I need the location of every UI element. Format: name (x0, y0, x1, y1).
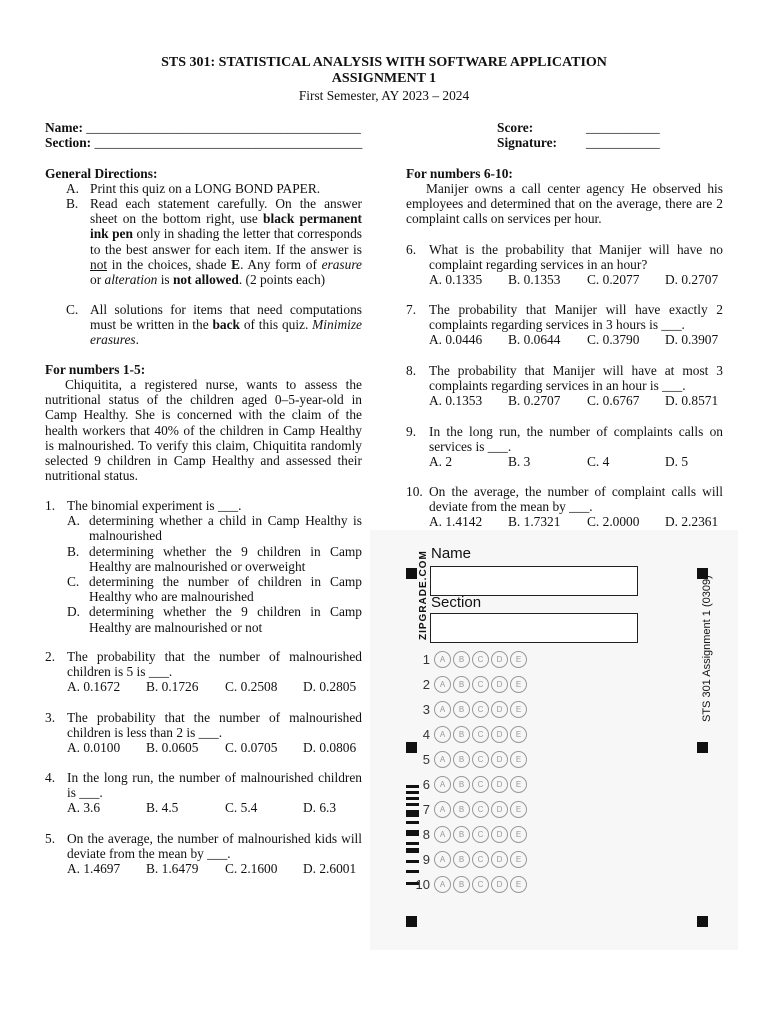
part2-scenario: Manijer owns a call center agency He observed his employees and determined that on the average, there are 2 complaint calls on services per hour. (406, 181, 723, 227)
answer-bubble[interactable]: E (510, 851, 527, 868)
answer-row-number: 6 (422, 777, 430, 793)
direction-b (66, 196, 362, 287)
document-title: STS 301: STATISTICAL ANALYSIS WITH SOFTWARE APPLICATION (161, 55, 607, 70)
direction-c (66, 302, 362, 348)
answer-bubble[interactable]: E (510, 726, 527, 743)
answer-row (404, 726, 584, 751)
question-6-choices: A. 0.1335 B. 0.1353 C. 0.2077 D. 0.2707 (429, 272, 719, 288)
question-4-choices: A. 3.6 B. 4.5 C. 5.4 D. 6.3 (67, 800, 337, 816)
answer-bubble[interactable]: A (434, 751, 451, 768)
registration-mark (697, 916, 708, 927)
answer-row-number: 8 (422, 827, 430, 843)
answer-bubble[interactable]: B (453, 751, 470, 768)
answer-bubble[interactable]: A (434, 851, 451, 868)
question-1: 1. The binomial experiment is ___. A. determining whether a child in Camp Healthy is malnourished B. determining whether the 9 children in Camp Healthy are malnourished or overweight C. determining the number of children in Camp Healthy who are malnourished D. determining whether the 9 children in Camp Healthy are malnourished or not (45, 498, 362, 635)
answer-bubble[interactable]: B (453, 676, 470, 693)
question-8-stem: The probability that Manijer will have at most 3 complaints regarding services in an hour is ___. (429, 363, 723, 394)
score-label: Score: (497, 120, 534, 135)
answer-bubble[interactable]: E (510, 701, 527, 718)
answer-bubble[interactable]: D (491, 826, 508, 843)
answer-bubble[interactable]: D (491, 726, 508, 743)
question-2: 2. The probability that the number of malnourished children is 5 is ___. A. 0.1672 B. 0.1726 C. 0.2508 D. 0.2805 (45, 649, 362, 695)
answer-bubble[interactable]: B (453, 651, 470, 668)
answer-row-number: 10 (415, 877, 430, 893)
question-3-choices: A. 0.0100 B. 0.0605 C. 0.0705 D. 0.0806 (67, 740, 357, 756)
answer-row (404, 776, 584, 801)
name-field[interactable] (45, 120, 361, 135)
question-2-choices: A. 0.1672 B. 0.1726 C. 0.2508 D. 0.2805 (67, 679, 357, 695)
registration-mark (406, 916, 417, 927)
question-1-option-d[interactable]: D. determining whether the 9 children in Camp Healthy are malnourished or not (67, 604, 362, 635)
answer-bubble[interactable]: A (434, 676, 451, 693)
answer-bubble[interactable]: C (472, 801, 489, 818)
answer-bubble[interactable]: B (453, 701, 470, 718)
bubble-grid (404, 651, 584, 901)
direction-c-text: All solutions for items that need computations must be written in the back of this quiz. Minimize erasures. (90, 302, 362, 348)
answer-bubble[interactable]: B (453, 801, 470, 818)
answer-bubble[interactable]: D (491, 876, 508, 893)
answer-row (404, 651, 584, 676)
answer-bubble[interactable]: E (510, 676, 527, 693)
score-line[interactable]: ___________ (586, 120, 660, 135)
answer-bubble[interactable]: E (510, 801, 527, 818)
question-4-stem: In the long run, the number of malnourished children is ___. (67, 770, 362, 801)
answer-row (404, 826, 584, 851)
answer-bubble[interactable]: A (434, 701, 451, 718)
section-field[interactable] (45, 135, 362, 150)
question-2-stem: The probability that the number of malnourished children is 5 is ___. (67, 649, 362, 680)
answer-bubble[interactable]: C (472, 776, 489, 793)
question-3-stem: The probability that the number of malnourished children is less than 2 is ___. (67, 710, 362, 741)
answer-row-number: 4 (422, 727, 430, 743)
sheet-name-label: Name (431, 545, 472, 562)
sheet-name-box[interactable] (430, 566, 638, 596)
semester-line: First Semester, AY 2023 – 2024 (298, 88, 470, 103)
sheet-section-box[interactable] (430, 613, 638, 643)
answer-row-number: 1 (422, 652, 430, 668)
question-5: 5. On the average, the number of malnourished kids will deviate from the mean by ___. A. 1.4697 B. 1.6479 C. 2.1600 D. 2.6001 (45, 831, 362, 877)
section-label: Section: (45, 135, 92, 150)
answer-row (404, 676, 584, 701)
answer-bubble[interactable]: C (472, 826, 489, 843)
answer-bubble[interactable]: B (453, 851, 470, 868)
answer-bubble[interactable]: A (434, 801, 451, 818)
question-5-stem: On the average, the number of malnourished kids will deviate from the mean by ___. (67, 831, 362, 862)
answer-bubble[interactable]: D (491, 701, 508, 718)
question-9-choices: A. 2 B. 3 C. 4 D. 5 (429, 454, 689, 470)
registration-mark (697, 742, 708, 753)
form-id: STS 301 Assignment 1 (0309) (701, 575, 713, 722)
answer-bubble[interactable]: E (510, 776, 527, 793)
answer-bubble[interactable]: A (434, 726, 451, 743)
answer-row (404, 851, 584, 876)
answer-bubble[interactable]: C (472, 701, 489, 718)
zipgrade-brand: ZIPGRADE.COM (418, 550, 429, 640)
answer-row-number: 7 (422, 802, 430, 818)
answer-row (404, 801, 584, 826)
answer-bubble[interactable]: E (510, 651, 527, 668)
direction-c-letter: C. (66, 302, 79, 317)
question-10-stem: On the average, the number of complaint calls will deviate from the mean by ___. (429, 484, 723, 515)
direction-a (66, 181, 362, 196)
direction-a-text: Print this quiz on a LONG BOND PAPER. (90, 181, 321, 196)
question-1-option-a[interactable]: A. determining whether a child in Camp Healthy is malnourished (67, 513, 362, 544)
answer-bubble[interactable]: A (434, 876, 451, 893)
question-7-choices: A. 0.0446 B. 0.0644 C. 0.3790 D. 0.3907 (429, 332, 719, 348)
answer-row (404, 751, 584, 776)
answer-bubble[interactable]: D (491, 651, 508, 668)
question-4: 4. In the long run, the number of malnourished children is ___. A. 3.6 B. 4.5 C. 5.4 D. 6.3 (45, 770, 362, 816)
answer-bubble[interactable]: E (510, 826, 527, 843)
part1-scenario: Chiquitita, a registered nurse, wants to assess the nutritional status of the children aged 0–5-year-old in Camp Healthy. She is concerned with the claim of the health workers that 40% of the children in Camp Healthy is malnourished. To verify this claim, Chiquitita randomly selected 9 children in Camp Healthy and assessed their nutritional status. (45, 377, 362, 484)
assignment-title: ASSIGNMENT 1 (331, 71, 437, 86)
answer-row (404, 876, 584, 901)
question-6: 6. What is the probability that Manijer will have no complaint regarding services in an hour? A. 0.1335 B. 0.1353 C. 0.2077 D. 0.2707 (406, 242, 723, 288)
question-8: 8. The probability that Manijer will have at most 3 complaints regarding services in an hour is ___. A. 0.1353 B. 0.2707 C. 0.6767 D. 0.8571 (406, 363, 723, 409)
question-7: 7. The probability that Manijer will have exactly 2 complaints regarding services in 3 hours is ___. A. 0.0446 B. 0.0644 C. 0.3790 D. 0.3907 (406, 302, 723, 348)
answer-bubble[interactable]: E (510, 751, 527, 768)
answer-bubble[interactable]: C (472, 876, 489, 893)
direction-b-text: Read each statement carefully. On the answer sheet on the bottom right, use black permanent ink pen only in shading the letter that corresponds to the best answer for each item. If the answer is not in the choices, shade E. Any form of erasure or alteration is not allowed. (2 points each) (90, 196, 362, 288)
question-5-choices: A. 1.4697 B. 1.6479 C. 2.1600 D. 2.6001 (67, 861, 357, 877)
question-10: 10. On the average, the number of complaint calls will deviate from the mean by ___. A. 1.4142 B. 1.7321 C. 2.0000 D. 2.2361 (406, 484, 723, 530)
answer-bubble[interactable]: D (491, 801, 508, 818)
answer-bubble[interactable]: D (491, 676, 508, 693)
question-1-option-c[interactable]: C. determining the number of children in Camp Healthy who are malnourished (67, 574, 362, 605)
name-label: Name: (45, 120, 83, 135)
question-7-stem: The probability that Manijer will have exactly 2 complaints regarding services in 3 hours is ___. (429, 302, 723, 333)
question-10-choices: A. 1.4142 B. 1.7321 C. 2.0000 D. 2.2361 (429, 514, 719, 530)
sheet-section-label: Section (431, 594, 482, 611)
question-1-stem: The binomial experiment is ___. (67, 498, 242, 513)
answer-row (404, 701, 584, 726)
question-9-stem: In the long run, the number of complaints calls on services is ___. (429, 424, 723, 455)
answer-bubble[interactable]: B (453, 826, 470, 843)
part2-heading: For numbers 6-10: (406, 166, 513, 181)
section-line: ________________________________________ (94, 135, 363, 150)
answer-bubble[interactable]: A (434, 776, 451, 793)
question-6-stem: What is the probability that Manijer will have no complaint regarding services in an hour? (429, 242, 723, 273)
question-3: 3. The probability that the number of malnourished children is less than 2 is ___. A. 0.0100 B. 0.0605 C. 0.0705 D. 0.0806 (45, 710, 362, 756)
answer-row-number: 2 (422, 677, 430, 693)
answer-bubble[interactable]: B (453, 876, 470, 893)
part1-heading: For numbers 1-5: (45, 362, 146, 377)
signature-label: Signature: (497, 135, 558, 150)
answer-bubble[interactable]: E (510, 876, 527, 893)
directions-heading: General Directions: (45, 166, 158, 181)
answer-bubble[interactable]: C (472, 651, 489, 668)
question-9: 9. In the long run, the number of complaints calls on services is ___. A. 2 B. 3 C. 4 D. 5 (406, 424, 723, 470)
signature-line[interactable]: ___________ (586, 135, 660, 150)
answer-row-number: 9 (422, 852, 430, 868)
answer-bubble[interactable]: A (434, 826, 451, 843)
answer-bubble[interactable]: C (472, 676, 489, 693)
name-line: _________________________________________ (86, 120, 361, 135)
direction-a-letter: A. (66, 181, 80, 196)
answer-row-number: 5 (422, 752, 430, 768)
answer-bubble[interactable]: B (453, 776, 470, 793)
answer-bubble[interactable]: C (472, 851, 489, 868)
answer-bubble[interactable]: D (491, 751, 508, 768)
direction-b-letter: B. (66, 196, 79, 211)
answer-bubble[interactable]: D (491, 776, 508, 793)
answer-bubble[interactable]: B (453, 726, 470, 743)
answer-bubble[interactable]: C (472, 726, 489, 743)
question-1-option-b[interactable]: B. determining whether the 9 children in Camp Healthy are malnourished or overweight (67, 543, 362, 574)
answer-row-number: 3 (422, 702, 430, 718)
answer-bubble[interactable]: C (472, 751, 489, 768)
answer-bubble[interactable]: A (434, 651, 451, 668)
answer-sheet (370, 530, 738, 950)
question-8-choices: A. 0.1353 B. 0.2707 C. 0.6767 D. 0.8571 (429, 393, 719, 409)
answer-bubble[interactable]: D (491, 851, 508, 868)
